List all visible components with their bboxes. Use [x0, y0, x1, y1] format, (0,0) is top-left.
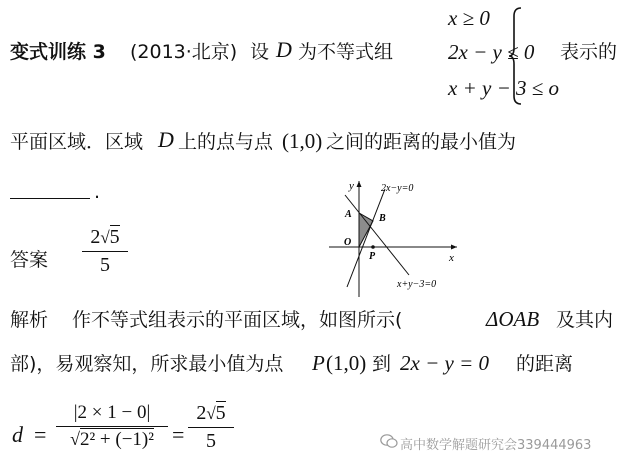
system-line-1: x ≥ 0	[448, 6, 490, 30]
point-p-marker	[371, 245, 375, 249]
formula-d: d	[12, 422, 23, 447]
point-b-label: B	[379, 213, 386, 224]
problem-label: 变式训练 3	[10, 41, 106, 63]
point-a-label: A	[345, 209, 352, 220]
analysis-l2-b: 到	[372, 353, 392, 375]
y-axis-label: y	[349, 180, 354, 192]
line2-text-a: 平面区域．区域	[10, 131, 144, 153]
answer-num-radicand: 5	[109, 226, 120, 248]
x-axis-label: x	[449, 252, 454, 264]
analysis-var-p: P	[312, 351, 325, 375]
formula-denominator: 2² + (−1)²	[79, 429, 154, 450]
formula-numerator: |2 × 1 − 0|	[73, 402, 151, 423]
system-line-3: x + y − 3 ≤ o	[448, 76, 560, 100]
wechat-icon	[380, 433, 398, 449]
problem-text-c: 表示的	[560, 41, 618, 63]
result-den: 5	[206, 430, 216, 452]
problem-text-a: 设	[250, 41, 270, 63]
line-x-y-3	[345, 195, 409, 275]
analysis-l2-c: 的距离	[516, 353, 574, 375]
analysis-l2-a: 部)，易观察知，所求最小值为点	[10, 353, 284, 375]
analysis-l1-a: 作不等式组表示的平面区域，如图所示(	[72, 309, 403, 331]
problem-source: (2013·北京)	[130, 41, 238, 63]
line2-text-c: 之间的距离的最小值为	[326, 131, 517, 153]
system-line-2: 2x − y ≤ 0	[448, 40, 535, 64]
formula-eq2: =	[172, 422, 185, 447]
analysis-l1-b: 及其内	[556, 309, 614, 331]
answer-blank	[10, 198, 90, 199]
answer-fraction: 2√5 5	[82, 226, 128, 277]
answer-num-coef: 2	[90, 226, 101, 248]
line2-var-d: D	[158, 127, 174, 152]
analysis-label: 解析	[10, 309, 49, 331]
blank-period: .	[94, 181, 101, 203]
line2-text-b: 上的点与点	[178, 131, 274, 153]
problem-var-d: D	[276, 37, 292, 62]
analysis-point: (1,0)	[326, 351, 367, 375]
formula-fraction: |2 × 1 − 0| √2² + (−1)²	[56, 402, 168, 451]
formula-eq1: =	[34, 422, 47, 447]
point-o-label: O	[344, 237, 352, 248]
line1-label: 2x−y=0	[381, 183, 414, 194]
analysis-triangle: ΔOAB	[486, 307, 540, 331]
line2-point: (1,0)	[282, 129, 323, 153]
problem-text-b: 为不等式组	[298, 41, 394, 63]
result-radicand: 5	[215, 402, 226, 424]
region-figure	[325, 175, 465, 300]
formula-result: 2√5 5	[188, 402, 234, 453]
answer-label: 答案	[10, 249, 49, 271]
answer-den: 5	[100, 254, 110, 276]
point-p-label: P	[369, 251, 376, 262]
line2-label: x+y−3=0	[397, 279, 437, 290]
analysis-line-eq: 2x − y = 0	[400, 351, 489, 375]
result-coef: 2	[196, 402, 207, 424]
watermark-text: 高中数学解题研究会339444963	[400, 438, 592, 453]
